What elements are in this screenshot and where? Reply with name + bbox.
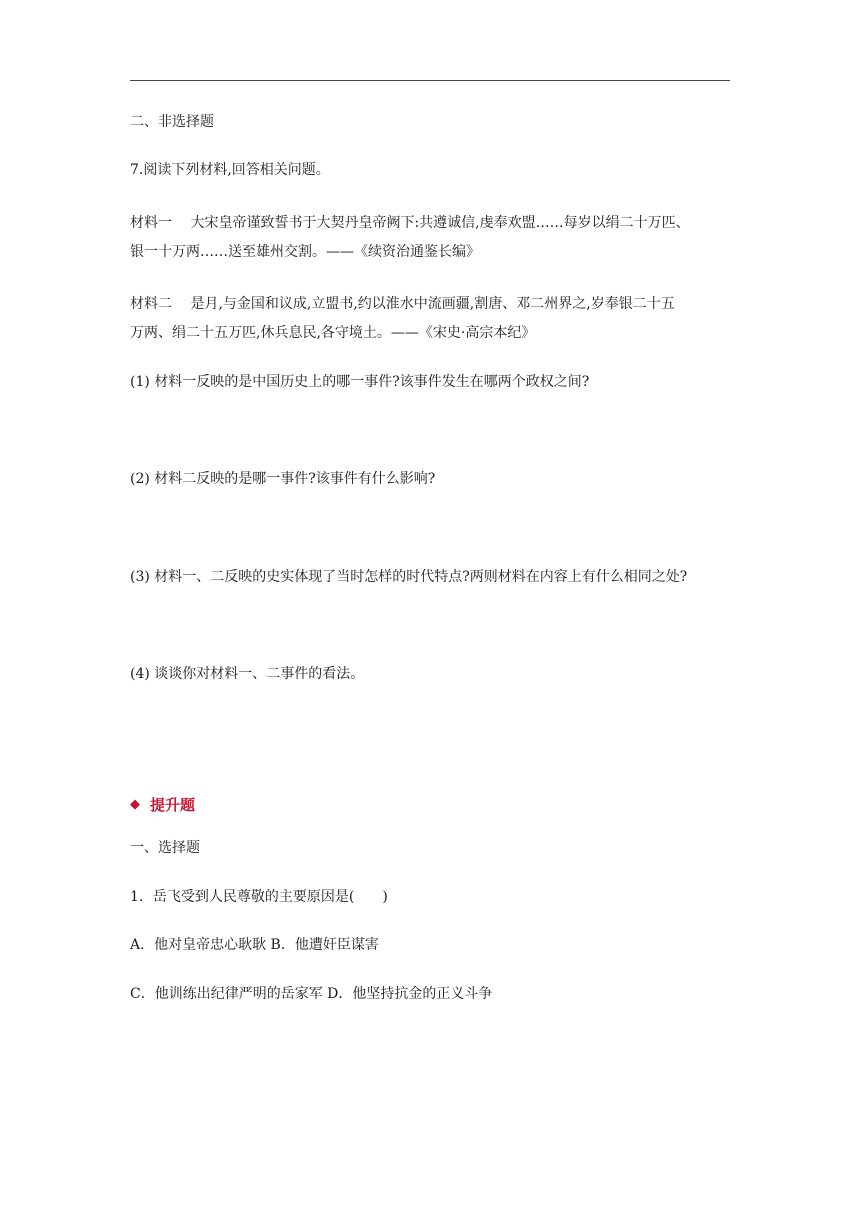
question-7-intro: 7.阅读下列材料,回答相关问题。 — [130, 162, 330, 178]
sub-question-1: (1) 材料一反映的是中国历史上的哪一事件?该事件发生在哪两个政权之间? — [130, 374, 590, 390]
advanced-heading — [130, 794, 195, 815]
advanced-question-1: 1．岳飞受到人民尊敬的主要原因是( ) — [130, 889, 388, 905]
advanced-options-line-2: C．他训练出纪律严明的岳家军 D．他坚持抗金的正义斗争 — [130, 986, 493, 1002]
advanced-section-title: 一、选择题 — [130, 840, 200, 856]
material-1-line-2: 银一十万两……送至雄州交割。——《续资治通鉴长编》 — [130, 244, 480, 260]
header-rule — [130, 80, 730, 81]
advanced-options-line-1: A．他对皇帝忠心耿耿 B．他遭奸臣谋害 — [130, 937, 379, 953]
sub-question-2: (2) 材料二反映的是哪一事件?该事件有什么影响? — [130, 471, 436, 487]
diamond-bullet-icon: ◆ — [130, 796, 140, 812]
material-1-line-1: 材料一 大宋皇帝谨致誓书于大契丹皇帝阙下:共遵诚信,虔奉欢盟……每岁以绢二十万匹、 — [130, 215, 690, 231]
material-2-line-1: 材料二 是月,与金国和议成,立盟书,约以淮水中流画疆,割唐、邓二州界之,岁奉银二十五 — [130, 296, 675, 312]
material-2-line-2: 万两、绢二十五万匹,休兵息民,各守境土。——《宋史·高宗本纪》 — [130, 325, 536, 341]
advanced-heading-text: 提升题 — [150, 796, 196, 814]
sub-question-4: (4) 谈谈你对材料一、二事件的看法。 — [130, 666, 365, 682]
sub-question-3: (3) 材料一、二反映的史实体现了当时怎样的时代特点?两则材料在内容上有什么相同之处? — [130, 569, 688, 585]
section-title: 二、非选择题 — [130, 114, 214, 130]
